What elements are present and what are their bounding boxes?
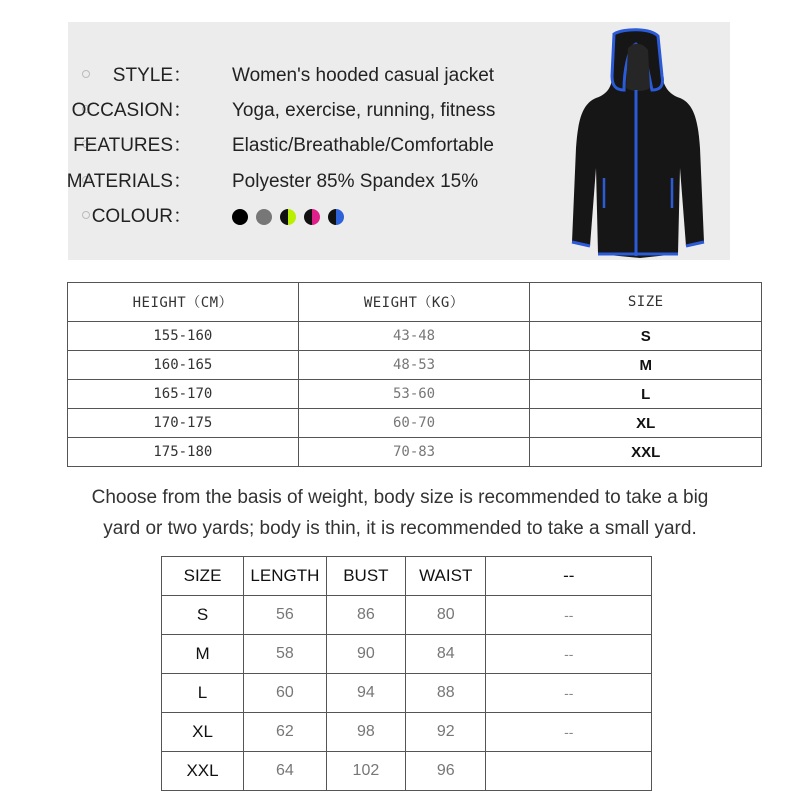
materials-value: Polyester 85% Spandex 15% bbox=[232, 171, 479, 192]
size-cell: XL bbox=[530, 409, 762, 438]
bust-cell: 94 bbox=[326, 674, 405, 713]
table-row bbox=[162, 596, 652, 635]
extra-cell: -- bbox=[486, 596, 652, 635]
extra-cell bbox=[486, 752, 652, 791]
info-row-style bbox=[68, 62, 628, 90]
weight-cell: 70-83 bbox=[298, 438, 530, 467]
weight-cell: 53-60 bbox=[298, 380, 530, 409]
size-cell: XXL bbox=[530, 438, 762, 467]
length-cell: 64 bbox=[244, 752, 327, 791]
bullet-icon bbox=[82, 70, 90, 78]
height-cell: 160-165 bbox=[68, 351, 299, 380]
style-label: STYLE： bbox=[112, 65, 192, 86]
size-header: SIZE bbox=[162, 557, 244, 596]
swatch-black-green bbox=[280, 209, 296, 225]
height-weight-size-table bbox=[67, 282, 762, 467]
colour-label: COLOUR： bbox=[91, 206, 192, 227]
size-cell: M bbox=[530, 351, 762, 380]
table-row bbox=[162, 635, 652, 674]
swatch-black-pink bbox=[304, 209, 320, 225]
table-row bbox=[68, 438, 762, 467]
occasion-value: Yoga, exercise, running, fitness bbox=[232, 100, 496, 121]
sizing-note-line-2: yard or two yards; body is thin, it is recommended to take a small yard. bbox=[103, 518, 697, 539]
table-row bbox=[162, 752, 652, 791]
height-cell: 170-175 bbox=[68, 409, 299, 438]
features-value: Elastic/Breathable/Comfortable bbox=[232, 135, 494, 156]
materials-label: MATERIALS： bbox=[66, 171, 192, 192]
length-cell: 60 bbox=[244, 674, 327, 713]
waist-cell: 92 bbox=[406, 713, 486, 752]
sizing-note bbox=[40, 482, 760, 544]
height-cell: 165-170 bbox=[68, 380, 299, 409]
info-row-materials bbox=[68, 168, 628, 196]
length-cell: 62 bbox=[244, 713, 327, 752]
info-row-occasion bbox=[68, 97, 628, 125]
table-row bbox=[68, 322, 762, 351]
bust-cell: 102 bbox=[326, 752, 405, 791]
table-row bbox=[162, 713, 652, 752]
info-row-features bbox=[68, 132, 628, 160]
bullet-icon bbox=[82, 211, 90, 219]
size-cell: M bbox=[162, 635, 244, 674]
swatch-black bbox=[232, 209, 248, 225]
jacket-image bbox=[568, 28, 708, 258]
height-header: HEIGHT（CM） bbox=[68, 283, 299, 322]
size-cell: XXL bbox=[162, 752, 244, 791]
table-header-row bbox=[162, 557, 652, 596]
bust-cell: 98 bbox=[326, 713, 405, 752]
waist-cell: 96 bbox=[406, 752, 486, 791]
size-cell: L bbox=[162, 674, 244, 713]
waist-cell: 88 bbox=[406, 674, 486, 713]
size-cell: XL bbox=[162, 713, 244, 752]
length-cell: 58 bbox=[244, 635, 327, 674]
height-cell: 175-180 bbox=[68, 438, 299, 467]
weight-cell: 48-53 bbox=[298, 351, 530, 380]
table-row bbox=[68, 351, 762, 380]
features-label: FEATURES： bbox=[73, 135, 192, 156]
size-header: SIZE bbox=[530, 283, 762, 322]
extra-cell: -- bbox=[486, 635, 652, 674]
waist-cell: 84 bbox=[406, 635, 486, 674]
extra-cell: -- bbox=[486, 713, 652, 752]
waist-cell: 80 bbox=[406, 596, 486, 635]
size-cell: S bbox=[530, 322, 762, 351]
length-cell: 56 bbox=[244, 596, 327, 635]
weight-header: WEIGHT（KG） bbox=[298, 283, 530, 322]
weight-cell: 43-48 bbox=[298, 322, 530, 351]
bust-header: BUST bbox=[326, 557, 405, 596]
garment-measurement-table bbox=[161, 556, 652, 791]
size-cell: L bbox=[530, 380, 762, 409]
table-row bbox=[162, 674, 652, 713]
size-cell: S bbox=[162, 596, 244, 635]
table-header-row bbox=[68, 283, 762, 322]
waist-header: WAIST bbox=[406, 557, 486, 596]
extra-header: -- bbox=[486, 557, 652, 596]
bust-cell: 90 bbox=[326, 635, 405, 674]
extra-cell: -- bbox=[486, 674, 652, 713]
weight-cell: 60-70 bbox=[298, 409, 530, 438]
swatch-grey bbox=[256, 209, 272, 225]
occasion-label: OCCASION： bbox=[71, 100, 192, 121]
style-value: Women's hooded casual jacket bbox=[232, 65, 495, 86]
table-row bbox=[68, 409, 762, 438]
sizing-note-line-1: Choose from the basis of weight, body size is recommended to take a big bbox=[91, 487, 709, 508]
product-info-panel bbox=[68, 22, 730, 260]
height-cell: 155-160 bbox=[68, 322, 299, 351]
swatch-black-blue bbox=[328, 209, 344, 225]
info-row-colour bbox=[68, 203, 628, 231]
length-header: LENGTH bbox=[244, 557, 327, 596]
bust-cell: 86 bbox=[326, 596, 405, 635]
table-row bbox=[68, 380, 762, 409]
